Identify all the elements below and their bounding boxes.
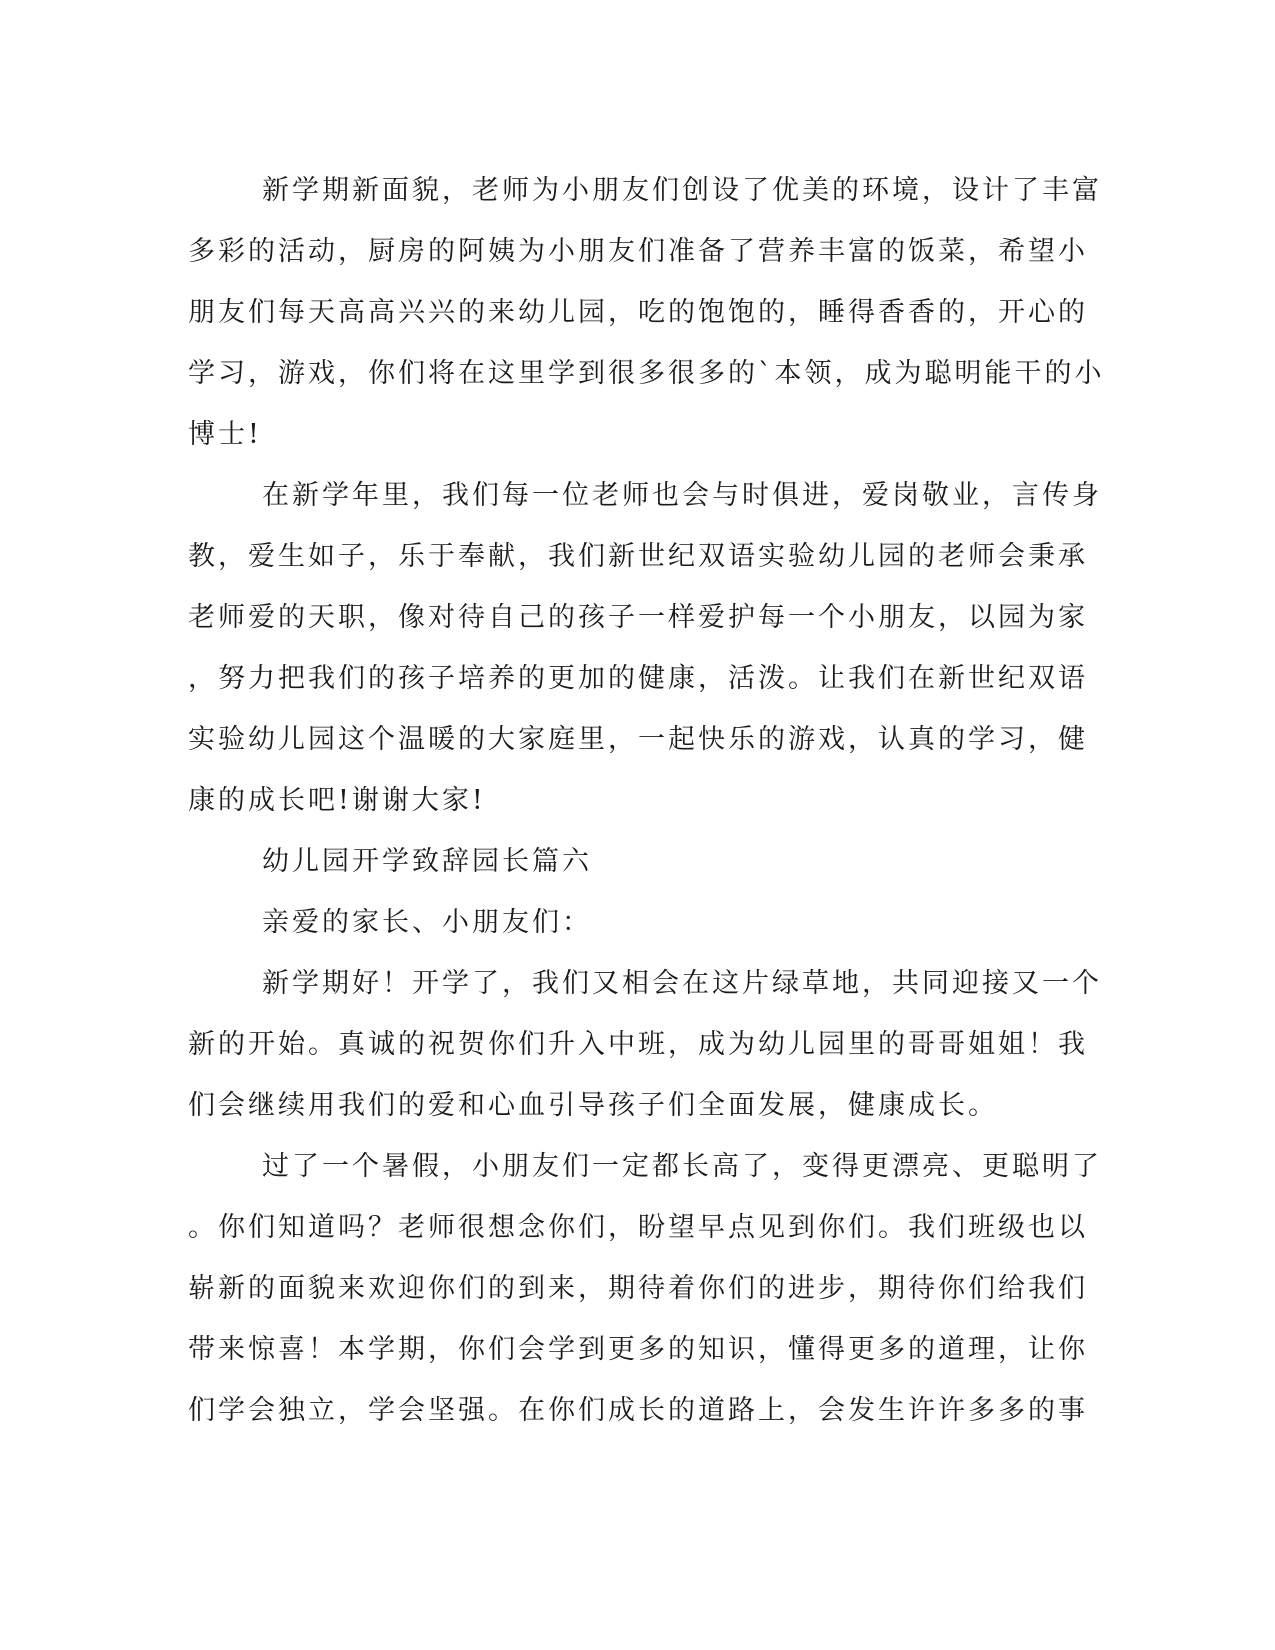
- text-line: 多彩的活动，厨房的阿姨为小朋友们准备了营养丰富的饭菜，希望小: [188, 236, 1088, 267]
- text-line: 们学会独立，学会坚强。在你们成长的道路上，会发生许许多多的事: [188, 1395, 1088, 1426]
- section-heading: [188, 831, 1068, 892]
- text-line: 在新学年里，我们每一位老师也会与时俱进，爱岗敬业，言传身: [262, 480, 1102, 511]
- heading-text: 幼儿园开学致辞园长篇六: [262, 846, 592, 877]
- text-line: 老师爱的天职，像对待自己的孩子一样爱护每一个小朋友，以园为家: [188, 602, 1088, 633]
- text-line: ，努力把我们的孩子培养的更加的健康，活泼。让我们在新世纪双语: [188, 663, 1088, 694]
- text-line: 博士!: [188, 419, 262, 450]
- paragraph-3: [188, 953, 1102, 1136]
- text-line: 新的开始。真诚的祝贺你们升入中班，成为幼儿园里的哥哥姐姐！我: [188, 1029, 1088, 1060]
- text-line: 新学期新面貌，老师为小朋友们创设了优美的环境，设计了丰富: [262, 175, 1102, 206]
- text-line: 们会继续用我们的爱和心血引导孩子们全面发展，健康成长。: [188, 1090, 998, 1121]
- text-line: 康的成长吧!谢谢大家!: [188, 785, 486, 816]
- text-line: 实验幼儿园这个温暖的大家庭里，一起快乐的游戏，认真的学习，健: [188, 724, 1088, 755]
- document-body: [188, 160, 1105, 1441]
- text-line: 学习，游戏，你们将在这里学到很多很多的`本领，成为聪明能干的小: [188, 358, 1105, 389]
- text-line: 崭新的面貌来欢迎你们的到来，期待着你们的进步，期待你们给我们: [188, 1273, 1088, 1304]
- salutation: [188, 892, 1068, 953]
- text-line: 过了一个暑假，小朋友们一定都长高了，变得更漂亮、更聪明了: [262, 1151, 1102, 1182]
- text-line: 。你们知道吗？老师很想念你们，盼望早点见到你们。我们班级也以: [188, 1212, 1088, 1243]
- paragraph-2: [188, 465, 1102, 831]
- salutation-text: 亲爱的家长、小朋友们：: [262, 907, 592, 938]
- paragraph-4: [188, 1136, 1102, 1441]
- paragraph-1: [188, 160, 1105, 465]
- text-line: 教，爱生如子，乐于奉献，我们新世纪双语实验幼儿园的老师会秉承: [188, 541, 1088, 572]
- text-line: 朋友们每天高高兴兴的来幼儿园，吃的饱饱的，睡得香香的，开心的: [188, 297, 1088, 328]
- text-line: 带来惊喜！本学期，你们会学到更多的知识，懂得更多的道理，让你: [188, 1334, 1088, 1365]
- text-line: 新学期好！开学了，我们又相会在这片绿草地，共同迎接又一个: [262, 968, 1102, 999]
